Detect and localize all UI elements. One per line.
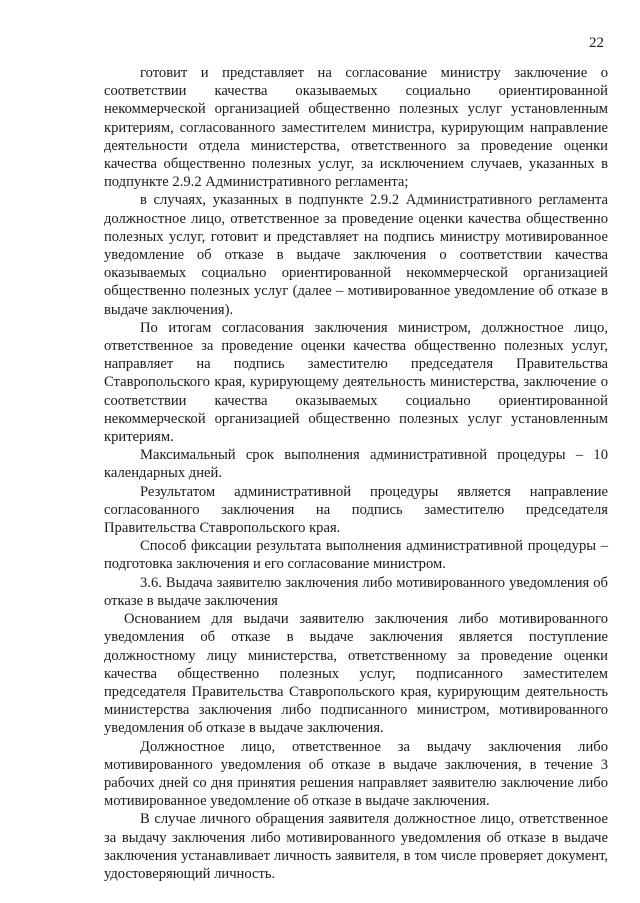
paragraph: Должностное лицо, ответственное за выдачу заключения либо мотивированного уведомления об отказе в выдаче заключения, в течение 3 рабочих дней со дня принятия решения направляет заявителю заключение либо мотивированное уведомление об отказе в выдаче заключения.: [104, 738, 608, 810]
paragraph: в случаях, указанных в подпункте 2.9.2 Административного регламента должностное лицо, ответственное за проведение оценки качества общественно полезных услуг, готовит и представляет на подпись министру мотивированное уведомление об отказе в выдаче заключения о соответствии качества оказываемых социально ориентированной некоммерческой организацией общественно полезных услуг (далее – мотивированное уведомление об отказе в выдаче заключения).: [104, 192, 608, 318]
paragraph: Основанием для выдачи заявителю заключения либо мотивированного уведомления об отказе в выдаче заключения является поступление должностному лицу министерства, ответственному за проведение оценки качества общественно полезных услуг, подписанного заместителем председателя Правительства Ставропольского края, курирующим деятельность министерства заключения либо подписанного министром, мотивированного уведомления об отказе в выдаче заключения.: [104, 611, 608, 737]
paragraph: В случае личного обращения заявителя должностное лицо, ответственное за выдачу заключения либо мотивированного уведомления об отказе в выдаче заключения устанавливает личность заявителя, в том числе проверяет документ, удостоверяющий личность.: [104, 811, 608, 882]
section-heading: 3.6. Выдача заявителю заключения либо мотивированного уведомления об отказе в выдаче заключения: [104, 574, 608, 609]
paragraph: Результатом административной процедуры является направление согласованного заключения на подпись заместителю председателя Правительства Ставропольского края.: [104, 483, 608, 537]
paragraph: Способ фиксации результата выполнения административной процедуры – подготовка заключения и его согласование министром.: [104, 538, 608, 573]
paragraph: Максимальный срок выполнения административной процедуры – 10 календарных дней.: [104, 447, 608, 482]
page-number: 22: [589, 35, 604, 51]
document-body: [104, 64, 608, 883]
paragraph: По итогам согласования заключения министром, должностное лицо, ответственное за проведение оценки качества общественно полезных услуг, направляет на подпись заместителю председателя Правительства Ставропольского края, курирующему деятельность министерства, заключение о соответствии качества оказываемых социально ориентированной некоммерческой организацией общественно полезных услуг установленным критериям.: [104, 319, 608, 446]
paragraph: готовит и представляет на согласование министру заключение о соответствии качества оказываемых социально ориентированной некоммерческой организацией общественно полезных услуг установленным критериям, согласованного заместителем министра, курирующим направление деятельности отдела министерства, ответственного за проведение оценки качества общественно полезных услуг, за исключением случаев, указанных в подпункте 2.9.2 Административного регламента;: [104, 65, 608, 191]
